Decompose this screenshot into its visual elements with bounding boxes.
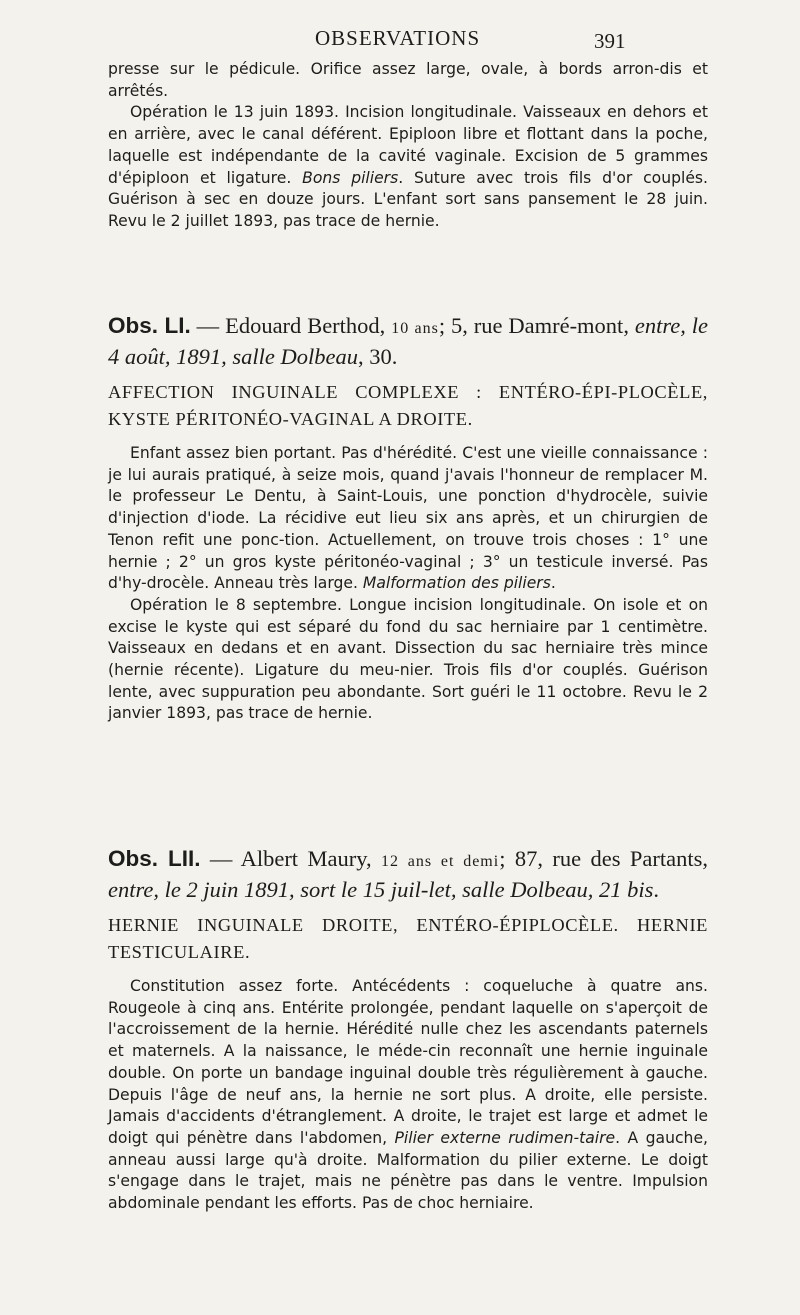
case-paragraph — [108, 443, 708, 595]
page-header — [0, 26, 800, 56]
text-run: Enfant assez bien portant. Pas d'hérédité. C'est une vieille connaissance : je lui aurais pratiqué, à seize mois, quand j'avais l'honneur de remplacer M. le professeur Le Dentu, à Saint-Louis, une ponction d'hydrocèle, suivie d'injection d'iode. La récidive eut lieu six ans après, et un chirurgien de Tenon refit une ponc-tion. Actuellement, on trouve trois choses : 1° une hernie ; 2° un gros kyste péritonéo-vaginal ; 3° un testicule inversé. Pas d'hy-drocèle. Anneau très large. — [108, 444, 708, 593]
admission-details: entre, le 4 août, 1891, salle Dolbeau — [108, 313, 708, 369]
italic-run: Pilier externe rudimen-taire — [394, 1128, 616, 1147]
diagnosis-heading: HERNIE INGUINALE DROITE, ENTÉRO-ÉPIPLOCÈLE. HERNIE TESTICULAIRE. — [108, 915, 708, 962]
text-run: Opération le 13 juin 1893. Incision longitudinale. Vaisseaux en dehors et en arrière, avec le canal déférent. Epiploon libre et flottant dans la poche, laquelle est indépendante de la cavité vaginale. Excision de 5 grammes d'épiploon et ligature. — [108, 103, 708, 187]
patient-age: 10 ans — [391, 320, 439, 337]
italic-run: Malformation des piliers — [362, 574, 551, 593]
case-paragraph: Opération le 8 septembre. Longue incision longitudinale. On isole et on excise le kyste qui est séparé du fond du sac herniaire par 1 centimètre. Vaisseaux en dedans et en avant. Dissection du sac herniaire très mince (hernie récente). Ligature du meu-nier. Trois fils d'or couplés. Guérison lente, avec suppuration peu abondante. Sort guéri le 11 octobre. Revu le 2 janvier 1893, pas trace de hernie. — [108, 595, 708, 723]
ward-bed: . — [653, 877, 659, 902]
patient-age: 12 ans et demi — [381, 853, 500, 870]
text-run: Constitution assez forte. Antécédents : coqueluche à quatre ans. Rougeole à cinq ans. Entérite prolongée, pendant laquelle on s'aperçoit de l'accroissement de la hernie. Hérédité nulle chez les ascendants paternels et maternels. A la naissance, le méde-cin reconnaît une hernie inguinale double. On porte un bandage inguinal double très régulièrement à gauche. Depuis l'âge de neuf ans, la hernie ne sort plus. A droite, elle persiste. Jamais d'accidents d'étranglement. A droite, le trajet est large et admet le doigt qui pénètre dans l'abdomen, — [108, 977, 708, 1147]
text-run: . — [550, 574, 556, 593]
observation-heading — [108, 312, 708, 371]
opening-section — [108, 59, 708, 233]
patient-name: — Albert Maury, — [200, 846, 382, 871]
observation-52 — [108, 845, 708, 1215]
opening-paragraph-2 — [108, 102, 708, 232]
patient-address: ; 87, rue des Partants, — [499, 846, 708, 871]
text-run: . A gauche, anneau aussi large qu'à droite. Malformation du pilier externe. Le doigt s'engage dans le trajet, mais ne pénètre pas dans le ventre. Impulsion abdominale pendant les efforts. Pas de choc herniaire. — [108, 1128, 708, 1213]
page-number: 391 — [594, 29, 626, 53]
ward-bed: , 30. — [357, 344, 398, 369]
opening-paragraph-1: presse sur le pédicule. Orifice assez large, ovale, à bords arron-dis et arrêtés. — [108, 60, 708, 100]
text-run: . Suture avec trois fils d'or couplés. Guérison à sec en douze jours. L'enfant sort sans pansement le 28 juin. Revu le 2 juillet 1893, pas trace de hernie. — [108, 168, 708, 230]
observation-number: Obs. LI. — [108, 313, 191, 338]
observation-51 — [108, 312, 708, 725]
patient-address: ; 5, rue Damré-mont, — [438, 313, 635, 338]
patient-name: — Edouard Berthod, — [190, 313, 392, 338]
observation-heading — [108, 845, 708, 904]
italic-run: Bons piliers — [302, 168, 399, 187]
case-paragraph — [108, 976, 708, 1215]
running-title: OBSERVATIONS — [315, 26, 481, 50]
observation-number: Obs. LII. — [108, 846, 201, 871]
admission-details: entre, le 2 juin 1891, sort le 15 juil-let, salle Dolbeau, 21 bis — [108, 877, 654, 902]
diagnosis-heading: AFFECTION INGUINALE COMPLEXE : ENTÉRO-ÉPI-PLOCÈLE, KYSTE PÉRITONÉO-VAGINAL A DROITE. — [108, 382, 708, 429]
